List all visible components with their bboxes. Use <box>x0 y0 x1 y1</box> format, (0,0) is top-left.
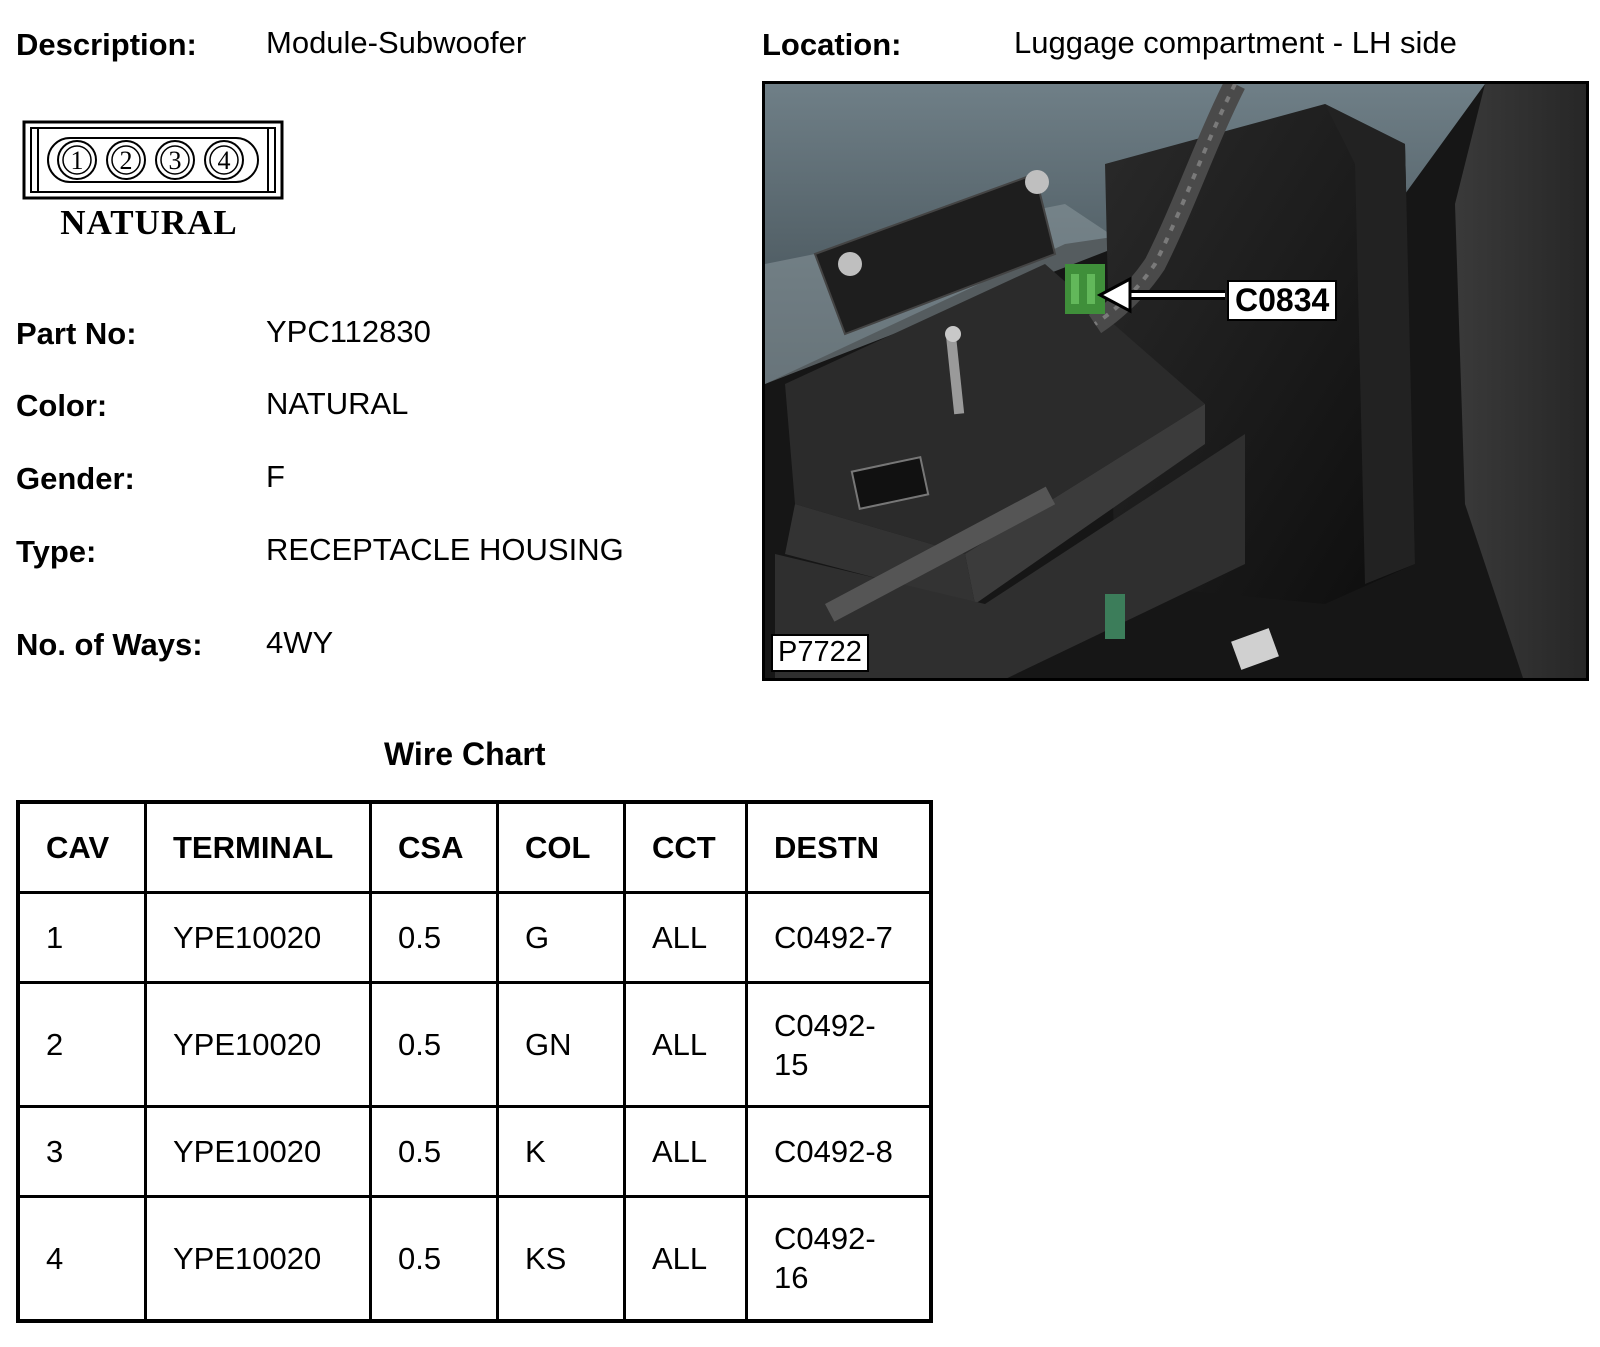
cavity-number: 2 <box>119 146 133 175</box>
cell-col: K <box>498 1107 625 1197</box>
cell-csa: 0.5 <box>371 1197 498 1321</box>
cell-col: G <box>498 893 625 983</box>
part-no-value: YPC112830 <box>266 314 431 349</box>
type-label: Type: <box>16 534 97 569</box>
cell-cct: ALL <box>625 1197 747 1321</box>
cell-cav: 1 <box>18 893 146 983</box>
table-row <box>18 1197 931 1321</box>
destn-line-1: C0492-7 <box>774 920 893 955</box>
cell-terminal: YPE10020 <box>146 983 371 1107</box>
cell-cav: 2 <box>18 983 146 1107</box>
column-header-destn: DESTN <box>747 802 932 893</box>
cell-col: GN <box>498 983 625 1107</box>
cell-col: KS <box>498 1197 625 1321</box>
photo-id-label: P7722 <box>771 634 869 672</box>
cell-cav: 3 <box>18 1107 146 1197</box>
cell-csa: 0.5 <box>371 893 498 983</box>
gender-value: F <box>266 459 285 494</box>
part-no-label: Part No: <box>16 316 137 351</box>
table-row <box>18 1107 931 1197</box>
cavity-1 <box>58 141 96 179</box>
location-photo <box>762 81 1589 681</box>
location-label: Location: <box>762 27 902 62</box>
cell-cct: ALL <box>625 983 747 1107</box>
column-header-csa: CSA <box>371 802 498 893</box>
location-value: Luggage compartment - LH side <box>1014 25 1457 60</box>
description-value: Module-Subwoofer <box>266 25 527 60</box>
cell-csa: 0.5 <box>371 983 498 1107</box>
cell-cav: 4 <box>18 1197 146 1321</box>
table-row <box>18 983 931 1107</box>
connector-face-diagram <box>22 120 284 248</box>
cell-destn <box>747 1197 932 1321</box>
gender-label: Gender: <box>16 461 135 496</box>
cell-destn <box>747 1107 932 1197</box>
cavity-2 <box>107 141 145 179</box>
column-header-cav: CAV <box>18 802 146 893</box>
cell-terminal: YPE10020 <box>146 893 371 983</box>
cell-destn <box>747 983 932 1107</box>
ways-label: No. of Ways: <box>16 627 203 662</box>
cell-terminal: YPE10020 <box>146 1197 371 1321</box>
connector-callout-label: C0834 <box>1227 280 1337 321</box>
cavity-number: 1 <box>70 146 84 175</box>
cavity-number: 3 <box>168 146 182 175</box>
wire-chart-table <box>16 800 933 1323</box>
destn-line-2: 15 <box>774 1046 809 1082</box>
column-header-terminal: TERMINAL <box>146 802 371 893</box>
cavity-3 <box>156 141 194 179</box>
cell-cct: ALL <box>625 1107 747 1197</box>
color-value: NATURAL <box>266 386 409 421</box>
connector-color-caption: NATURAL <box>60 203 238 242</box>
type-value: RECEPTACLE HOUSING <box>266 532 624 567</box>
color-label: Color: <box>16 388 108 423</box>
cavity-4 <box>205 141 243 179</box>
column-header-cct: CCT <box>625 802 747 893</box>
cell-cct: ALL <box>625 893 747 983</box>
cavity-number: 4 <box>217 146 231 175</box>
cell-destn <box>747 893 932 983</box>
cell-terminal: YPE10020 <box>146 1107 371 1197</box>
column-header-col: COL <box>498 802 625 893</box>
destn-line-1: C0492- <box>774 1007 876 1043</box>
table-header-row <box>18 802 931 893</box>
destn-line-1: C0492-8 <box>774 1134 893 1169</box>
cell-csa: 0.5 <box>371 1107 498 1197</box>
photo-illustration <box>765 84 1589 681</box>
wire-chart-title: Wire Chart <box>384 736 546 772</box>
destn-line-1: C0492- <box>774 1221 876 1257</box>
description-label: Description: <box>16 27 197 62</box>
table-row <box>18 893 931 983</box>
ways-value: 4WY <box>266 625 334 660</box>
destn-line-2: 16 <box>774 1260 809 1296</box>
